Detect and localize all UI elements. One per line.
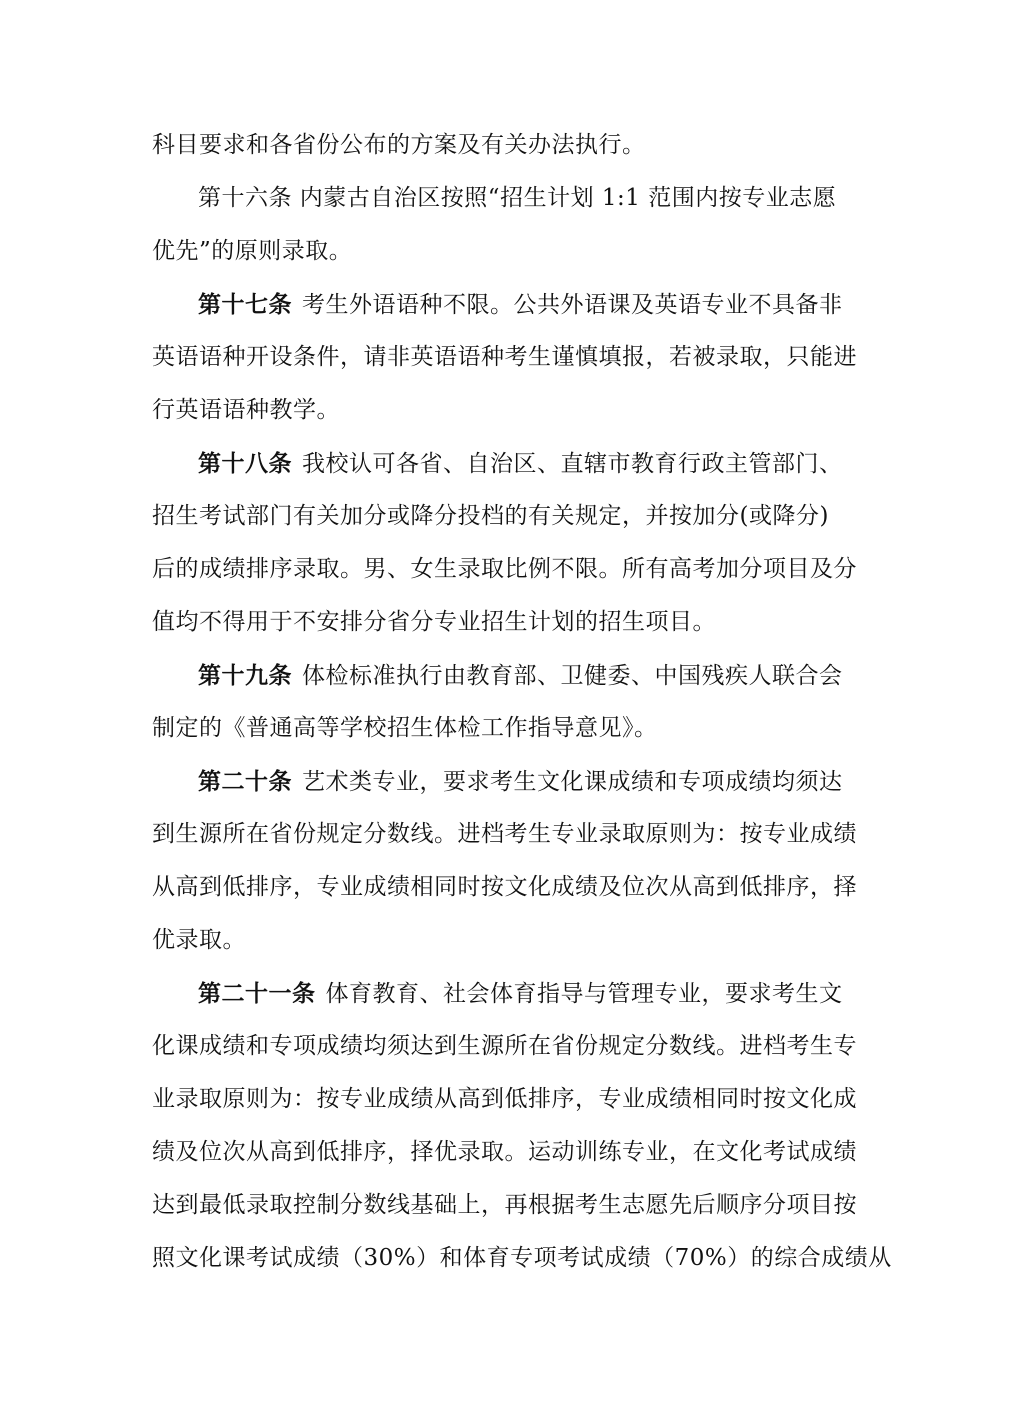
article-20-text: 艺术类专业，要求考生文化课成绩和专项成绩均须达	[302, 769, 843, 795]
article-21-heading: 第二十一条	[198, 980, 316, 1007]
article-21-line-5: 达到最低录取控制分数线基础上，再根据考生志愿先后顺序分项目按	[152, 1192, 857, 1218]
article-21-line-1	[152, 972, 862, 1025]
article-18-line-3: 后的成绩排序录取。男、女生录取比例不限。所有高考加分项目及分	[152, 556, 857, 582]
article-19-text: 体检标准执行由教育部、卫健委、中国残疾人联合会	[302, 663, 843, 689]
article-19-line-1	[152, 654, 862, 707]
article-18-line-4: 值均不得用于不安排分省分专业招生计划的招生项目。	[152, 609, 716, 635]
article-18-text: 我校认可各省、自治区、直辖市教育行政主管部门、	[302, 451, 843, 477]
article-17-line-2: 英语语种开设条件，请非英语语种考生谨慎填报，若被录取，只能进	[152, 344, 857, 370]
article-19-line-2: 制定的《普通高等学校招生体检工作指导意见》。	[152, 715, 658, 741]
article-16-line-2: 优先”的原则录取。	[152, 238, 353, 264]
article-20-line-4: 优录取。	[152, 927, 246, 953]
article-18-heading: 第十八条	[198, 450, 292, 477]
article-17-text: 考生外语语种不限。公共外语课及英语专业不具备非	[302, 292, 843, 318]
article-18-line-1	[152, 442, 862, 495]
article-20-line-2: 到生源所在省份规定分数线。进档考生专业录取原则为：按专业成绩	[152, 821, 857, 847]
document-page	[152, 124, 892, 1290]
article-17-heading: 第十七条	[198, 291, 292, 318]
article-17-line-3: 行英语语种教学。	[152, 397, 340, 423]
article-17-line-1	[152, 283, 862, 336]
article-21-line-6: 照文化课考试成绩（30%）和体育专项考试成绩（70%）的综合成绩从	[152, 1245, 892, 1271]
article-18-line-2: 招生考试部门有关加分或降分投档的有关规定，并按加分(或降分)	[152, 503, 829, 529]
article-21-line-4: 绩及位次从高到低排序，择优录取。运动训练专业，在文化考试成绩	[152, 1139, 857, 1165]
article-21-line-3: 业录取原则为：按专业成绩从高到低排序，专业成绩相同时按文化成	[152, 1086, 857, 1112]
article-21-line-2: 化课成绩和专项成绩均须达到生源所在省份规定分数线。进档考生专	[152, 1033, 857, 1059]
article-20-line-1	[152, 760, 862, 813]
article-16-line-1: 第十六条 内蒙古自治区按照“招生计划 1:1 范围内按专业志愿	[198, 185, 837, 211]
article-20-heading: 第二十条	[198, 768, 292, 795]
text-line-1: 科目要求和各省份公布的方案及有关办法执行。	[152, 132, 646, 158]
article-20-line-3: 从高到低排序，专业成绩相同时按文化成绩及位次从高到低排序，择	[152, 874, 857, 900]
article-19-heading: 第十九条	[198, 662, 292, 689]
article-21-text: 体育教育、社会体育指导与管理专业，要求考生文	[325, 981, 843, 1007]
